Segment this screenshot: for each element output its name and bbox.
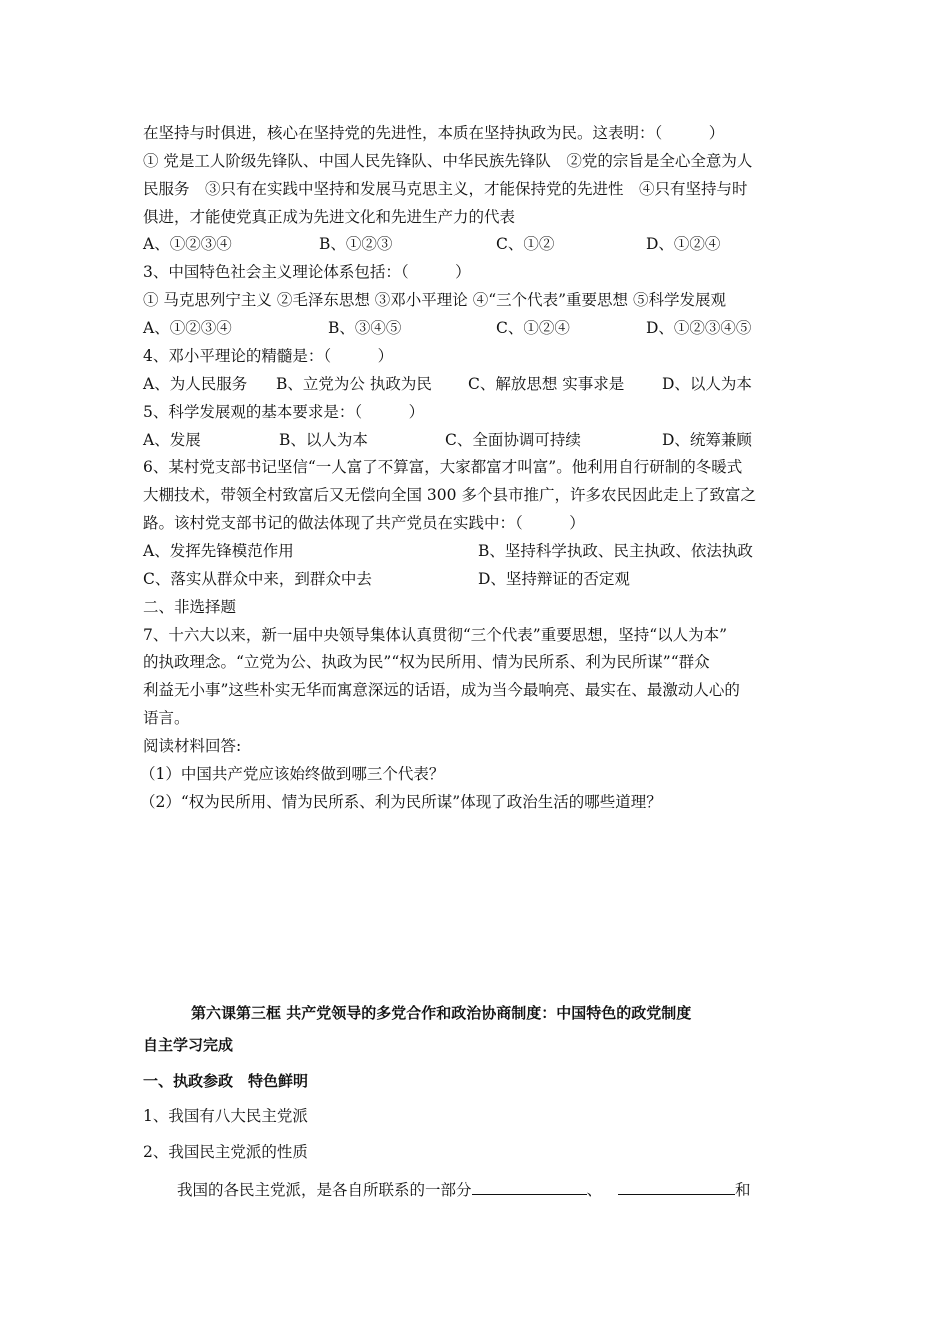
- q6-stem-line2: 大棚技术，带领全村致富后又无偿向全国 300 多个县市推广，许多农民因此走上了致富之: [143, 486, 756, 504]
- lesson-item1: 1、我国有八大民主党派: [143, 1107, 308, 1125]
- q3-option-c: C、①②④: [496, 319, 570, 337]
- q3-items: ① 马克思列宁主义 ②毛泽东思想 ③邓小平理论 ④“三个代表”重要思想 ⑤科学发展观: [143, 291, 726, 309]
- q6-option-a: A、发挥先锋模范作用: [143, 542, 294, 560]
- lesson-item2: 2、我国民主党派的性质: [143, 1143, 308, 1161]
- lesson-title: 第六课第三框 共产党领导的多党合作和政治协商制度：中国特色的政党制度: [191, 1004, 692, 1022]
- q7-line3: 利益无小事”这些朴实无华而寓意深远的话语，成为当今最响亮、最实在、最激动人心的: [143, 681, 740, 699]
- q2-option-a: A、①②③④: [143, 235, 232, 253]
- q2-stem-line2: ① 党是工人阶级先锋队、中国人民先锋队、中华民族先锋队 ②党的宗旨是全心全意为人: [143, 152, 753, 170]
- q2-option-c: C、①②: [496, 235, 555, 253]
- q7-sub1: （1）中国共产党应该始终做到哪三个代表？: [140, 765, 445, 783]
- q3-option-d: D、①②③④⑤: [646, 319, 752, 337]
- fill-text: 我国的各民主党派，是各自所联系的一部分: [177, 1181, 472, 1199]
- lesson-fill-line: [177, 1178, 751, 1200]
- fill-blank-1[interactable]: [472, 1178, 587, 1195]
- q3-stem: 3、中国特色社会主义理论体系包括：（ ）: [143, 263, 471, 281]
- q4-option-b: B、立党为公 执政为民: [276, 375, 432, 393]
- q7-line1: 7、十六大以来，新一届中央领导集体认真贯彻“三个代表”重要思想，坚持“以人为本”: [143, 626, 728, 644]
- q6-stem-line3: 路。该村党支部书记的做法体现了共产党员在实践中：（ ）: [143, 514, 585, 532]
- q5-stem: 5、科学发展观的基本要求是：（ ）: [143, 403, 425, 421]
- q4-option-d: D、以人为本: [662, 375, 752, 393]
- q2-option-d: D、①②④: [646, 235, 721, 253]
- q5-option-b: B、以人为本: [279, 431, 368, 449]
- q5-option-a: A、发展: [143, 431, 201, 449]
- q4-option-c: C、解放思想 实事求是: [468, 375, 625, 393]
- q5-option-d: D、统筹兼顾: [662, 431, 752, 449]
- q7-prompt: 阅读材料回答:: [143, 737, 242, 755]
- q6-stem-line1: 6、某村党支部书记坚信“一人富了不算富，大家都富才叫富”。他利用自行研制的冬暖式: [143, 458, 743, 476]
- q3-option-b: B、③④⑤: [328, 319, 402, 337]
- q3-option-a: A、①②③④: [143, 319, 232, 337]
- q2-option-b: B、①②③: [319, 235, 393, 253]
- fill-end: 和: [735, 1181, 751, 1199]
- lesson-section1-title: 一、执政参政 特色鲜明: [143, 1072, 309, 1090]
- q7-sub2: （2）“权为民所用、情为民所系、利为民所谋”体现了政治生活的哪些道理？: [140, 793, 662, 811]
- q6-option-b: B、坚持科学执政、民主执政、依法执政: [478, 542, 753, 560]
- q4-option-a: A、为人民服务: [143, 375, 248, 393]
- fill-separator: 、: [586, 1181, 603, 1199]
- q6-option-c: C、落实从群众中来，到群众中去: [143, 570, 372, 588]
- q7-line2: 的执政理念。“立党为公、执政为民”“权为民所用、情为民所系、利为民所谋”“群众: [143, 653, 710, 671]
- section2-title: 二、非选择题: [143, 598, 237, 616]
- fill-blank-2[interactable]: [618, 1178, 735, 1195]
- q2-stem-line1: 在坚持与时俱进，核心在坚持党的先进性，本质在坚持执政为民。这表明：（ ）: [143, 124, 725, 142]
- q4-stem: 4、邓小平理论的精髓是：（ ）: [143, 347, 394, 365]
- q6-option-d: D、坚持辩证的否定观: [478, 570, 630, 588]
- q7-line4: 语言。: [143, 709, 190, 727]
- q5-option-c: C、全面协调可持续: [445, 431, 581, 449]
- lesson-subtitle: 自主学习完成: [143, 1036, 234, 1054]
- q2-stem-line4: 俱进，才能使党真正成为先进文化和先进生产力的代表: [143, 208, 516, 226]
- q2-stem-line3: 民服务 ③只有在实践中坚持和发展马克思主义，才能保持党的先进性 ④只有坚持与时: [143, 180, 748, 198]
